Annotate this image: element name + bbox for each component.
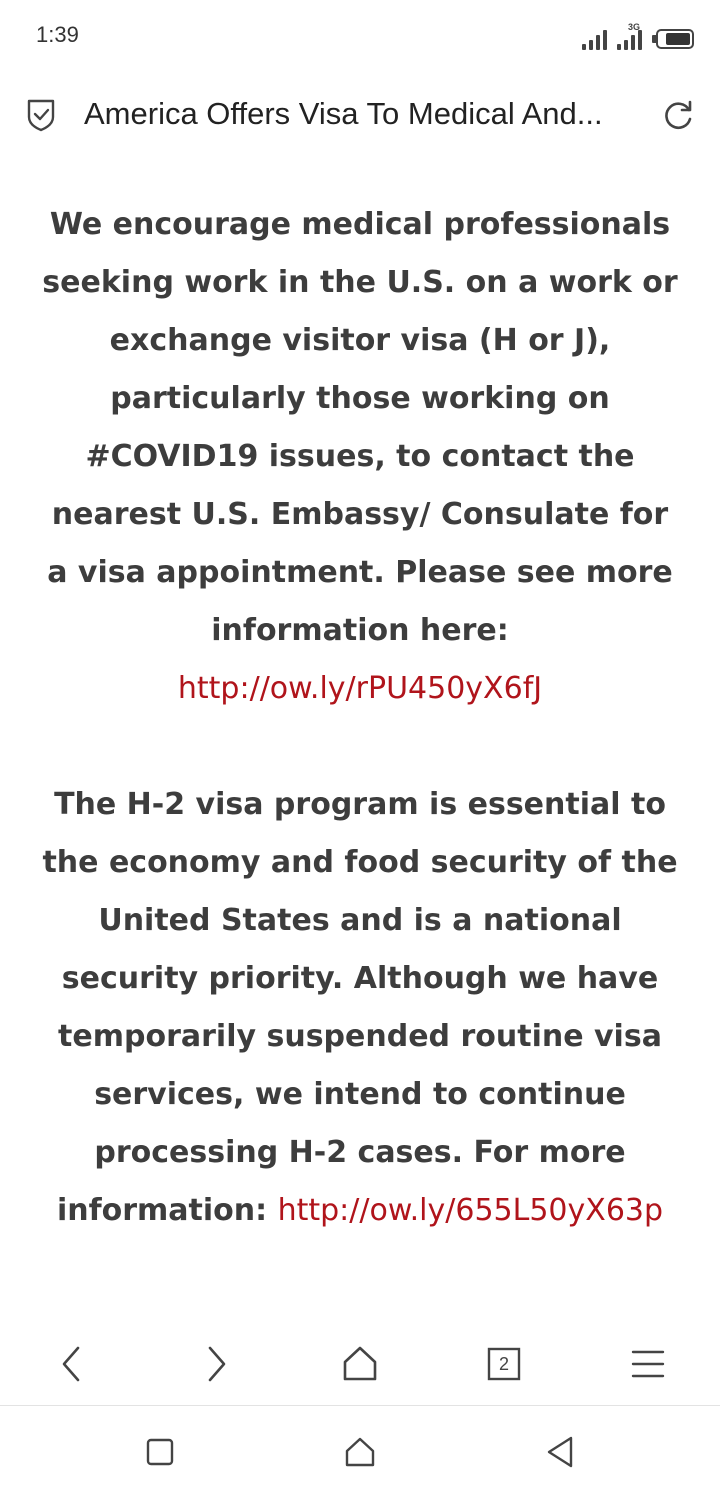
battery-fill	[666, 33, 690, 45]
title-bar	[0, 82, 720, 150]
tabs-button[interactable]	[480, 1340, 528, 1388]
status-bar	[0, 0, 720, 72]
paragraph-text: The H-2 visa program is essential to the economy and food security of the United States and is a national security priority. Although we have temporarily suspended routine visa services, we intend to continue processing H-2 cases. For more information:	[42, 787, 678, 1228]
status-icons	[582, 20, 696, 50]
system-home-button[interactable]	[340, 1432, 380, 1472]
article-content	[40, 196, 680, 1298]
home-button[interactable]	[336, 1340, 384, 1388]
back-button[interactable]	[48, 1340, 96, 1388]
battery-icon	[652, 28, 696, 50]
reload-icon[interactable]	[660, 97, 696, 133]
shield-icon[interactable]	[26, 98, 56, 132]
paragraph-text: We encourage medical professionals seeking work in the U.S. on a work or exchange visitor visa (H or J), particularly those working on #COVID19 issues, to contact the nearest U.S. Embassy/ Consulate for a visa appointment. Please see more information here:	[42, 207, 678, 648]
recent-apps-button[interactable]	[140, 1432, 180, 1472]
forward-button[interactable]	[192, 1340, 240, 1388]
article-link[interactable]: http://ow.ly/655L50yX63p	[277, 1193, 664, 1228]
article-paragraph	[40, 196, 680, 718]
article-paragraph	[40, 776, 680, 1240]
article-link[interactable]: http://ow.ly/rPU450yX6fJ	[177, 671, 543, 706]
signal-icon	[582, 28, 607, 50]
page-title: America Offers Visa To Medical And...	[84, 96, 603, 131]
system-back-button[interactable]	[540, 1432, 580, 1472]
browser-toolbar	[0, 1330, 720, 1394]
menu-button[interactable]	[624, 1340, 672, 1388]
signal-3g-icon	[617, 22, 642, 50]
system-navigation-bar	[0, 1420, 720, 1484]
network-type-label: 3G	[627, 22, 640, 32]
toolbar-divider	[0, 1405, 720, 1406]
tab-count: 2	[498, 1353, 509, 1374]
status-time: 1:39	[36, 22, 79, 47]
